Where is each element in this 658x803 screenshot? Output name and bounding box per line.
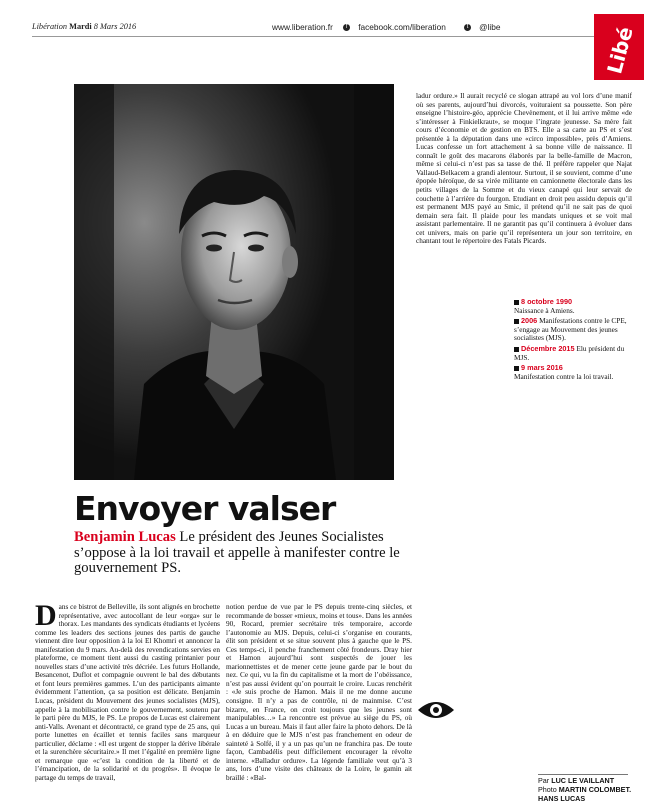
credit-rule bbox=[538, 774, 628, 775]
body-column-3 bbox=[416, 92, 632, 292]
eye-icon bbox=[416, 698, 456, 722]
standfirst-text: Le président des Jeunes Socialistes s’oppose à la loi travail et appelle à manifester contre le gouvernement PS. bbox=[74, 529, 400, 576]
facebook-link[interactable]: f facebook.com/liberation bbox=[343, 22, 454, 32]
page-header bbox=[32, 22, 592, 34]
bullet-square bbox=[514, 300, 519, 305]
portrait-photo bbox=[74, 84, 394, 480]
twitter-link[interactable]: t @libe bbox=[464, 22, 508, 32]
bullet-square bbox=[514, 366, 519, 371]
timeline-box bbox=[514, 298, 629, 383]
headline: Envoyer valser bbox=[74, 489, 336, 528]
facebook-icon: f bbox=[343, 24, 350, 31]
libe-logo bbox=[594, 14, 644, 80]
body-text-3: ladur ordure.» Il aurait recyclé ce slogan attrapé au vol lors d’une manif où ses parents, aujourd’hui divorcés, voituraient sa poussette. Son père enseigne l’histoire-géo, apprécie Chevènement, et il lui arrive même «de s’intéresser à Finkielkraut», se moque l’ingrate jeunesse. Sa mère fait cours d’économie et de gestion en BTS. Elle a sa carte au PS et s’est présentée à la députation dans une «circo impossible», près d’Amiens. Lucas confesse un fort attachement à sa bonne ville de naissance. Il connaît le goût des macarons élaborés par la belle-famille de Macron, même si celui-ci n’est pas sa tasse de thé. Il préfère rappeler que Najat Vallaud-Belkacem a grandi alentour. Surtout, il se souvient, comme d’une épopée héroïque, de sa virée militante en camionnette électorale dans les petits villages de la Somme et du vieux canapé qui leur servait de couchette à l’arrière du fourgon. Etudiant en droit peu assidu depuis qu’il est permanent MJS payé au Smic, il prétend qu’il ne sait pas de quoi demain sera fait. Il plaide pour les mandats uniques et se voit mal assistant parlementaire. Il ne garantit pas qu’il continuera à évoluer dans cet univers, mais on parie qu’il représentera un jour son territoire, en chantant tout le répertoire des Fatals Picards. bbox=[416, 92, 632, 246]
standfirst bbox=[74, 530, 404, 577]
bullet-square bbox=[514, 347, 519, 352]
body-column-2 bbox=[226, 603, 412, 782]
author-line: Par LUC LE VAILLANT bbox=[538, 776, 615, 785]
date: 8 Mars 2016 bbox=[93, 22, 137, 31]
body-column-1 bbox=[35, 599, 220, 782]
drop-cap: D bbox=[35, 599, 57, 632]
timeline-item: 9 mars 2016 Manifestation contre la loi travail. bbox=[514, 363, 614, 381]
bullet-square bbox=[514, 319, 519, 324]
photo-credit-line: Photo MARTIN COLOMBET. HANS LUCAS bbox=[538, 785, 632, 803]
header-links bbox=[272, 22, 516, 32]
body-text-1: ans ce bistrot de Belleville, ils sont alignés en brochette représentative, avec autocollant de leur «orga» sur le thorax. Les mandants des syndicats étudiants et lycéens comme les leaders des sections jeunes des partis de gauche viennent dire leur opposition à la loi El Khomri et annoncer la manifestation du 9 mars. Au-delà des revendications servies en plateforme, ce moment tient aussi du casting printanier pour nouvelles stars d’une activité très décriée. Les futurs Hollande, Besancenot, Duflot et compagnie ouvrent le bal des débutants et font leurs premières gammes. L’un des participants aimante évidemment l’attention, ça sa position est délicate. Benjamin Lucas, président du Mouvement des jeunes socialistes (MJS), appelle à la mobilisation contre le gouvernement, soutenu par le parti père du MJS, le PS. Le propos de Lucas est clairement anti-Valls. Avenant et décontracté, ce grand type de 25 ans, qui porte lunettes en écaillet et tennis faciles sans marqueur particulier, déclame : «Il est urgent de stopper la dérive libérale et la surenchère sécuritaire.» Il met l’égalité en première ligne et remarque que «c’est la condition de la liberté et de l’émancipation, de la solidarité et du progrès». Il évoque le partage du temps de travail, bbox=[35, 603, 220, 782]
twitter-icon: t bbox=[464, 24, 471, 31]
website-link[interactable]: www.liberation.fr bbox=[272, 22, 333, 32]
timeline-item: 2006 Manifestations contre le CPE, s’engage au Mouvement des jeunes socialistes (MJS). bbox=[514, 316, 627, 343]
header-rule bbox=[32, 36, 598, 37]
logo-text: Libé bbox=[602, 24, 638, 77]
timeline-item: 8 octobre 1990 Naissance à Amiens. bbox=[514, 297, 575, 315]
byline bbox=[538, 776, 648, 803]
body-text-2: notion perdue de vue par le PS depuis trente-cinq siècles, et recommande de bosser «mieux, moins et tous». Dans les années 90, Rocard, premier secrétaire très temporaire, accorde l’autonomie au MJS. Depuis, celui-ci s’organise en courants, élit son président et se situe souvent plus à gauche que le PS. Ces temps-ci, il penche franchement côté frondeurs. Dray hier et Hamon aujourd’hui sont suspectés de jouer les marionnettistes et de mener cette jeune garde par le bout du nez. Ce qui, vu la fin du capitalisme et la mort de l’obéissance, n’est pas aussi évident qu’on pourrait le croire. Lucas renchérit : «Je suis proche de Hamon. Mais il ne me donne aucune consigne. Il n’y a pas de contrôle, ni de mainmise. C’est bizarre, en France, on croit toujours que les jeunes sont manipulables…» La rencontre est prévue au siège du PS, où Lucas a un bureau. Mais il faut aller faire la photo dehors. De là à en déduire que le MJS n’est pas franchement en odeur de sainteté à Solfé, il y a un pas qu’un ne franchira pas. De toute façon, Cambadélis peut difficilement encourager la révolte interne. «Balladur ordure». La légende familiale veut qu’à 3 ans, lors d’une visite des châteaux de la Loire, le gamin ait braillé : «Bal- bbox=[226, 603, 412, 782]
timeline-item: Décembre 2015 Elu président du MJS. bbox=[514, 343, 625, 362]
subject-name: Benjamin Lucas bbox=[74, 529, 176, 545]
publication-dateline bbox=[32, 22, 136, 31]
day: Mardi bbox=[69, 22, 92, 31]
publication-name: Libération bbox=[32, 22, 68, 31]
